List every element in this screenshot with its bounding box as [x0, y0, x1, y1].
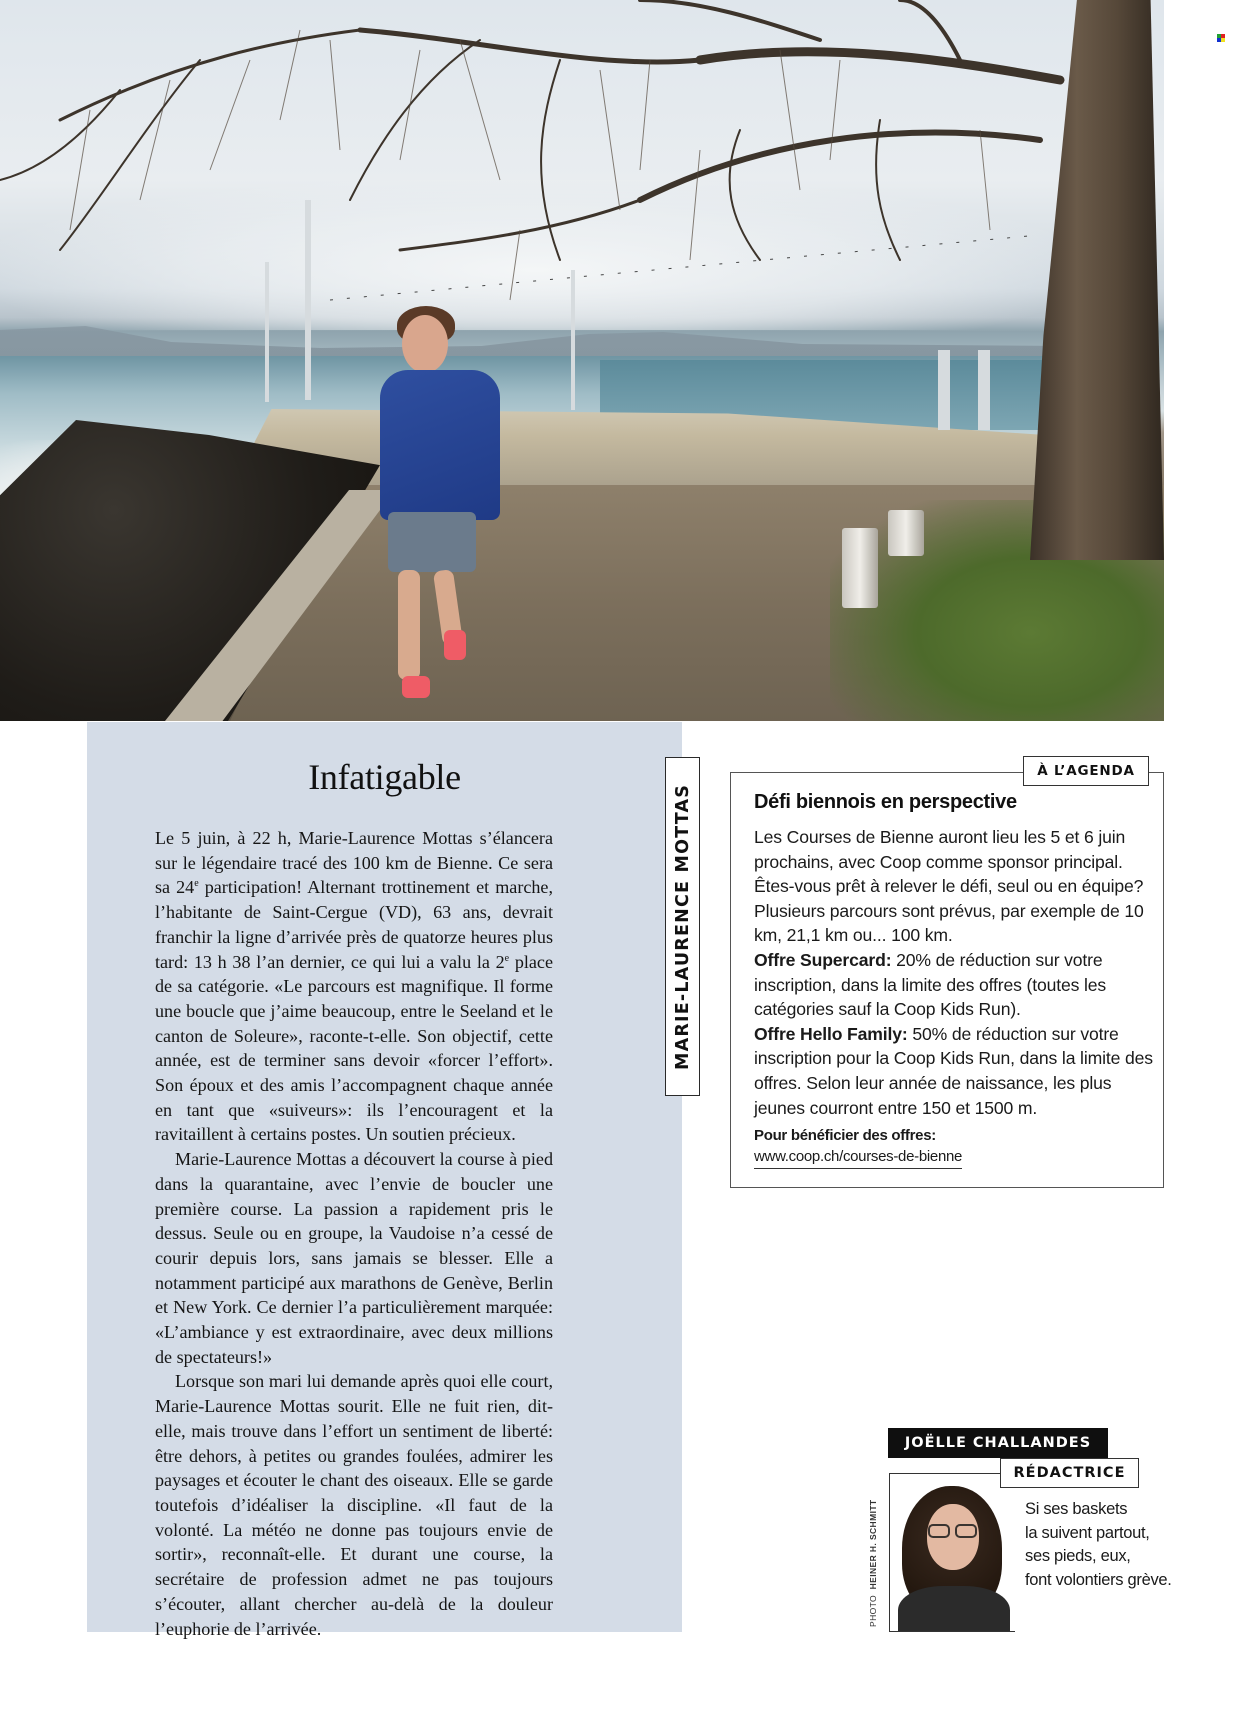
- runner-leg: [398, 570, 420, 680]
- article-panel: [87, 722, 682, 1639]
- agenda-text: [754, 825, 1154, 1120]
- runner-shoe: [402, 676, 430, 698]
- glasses-icon: [926, 1524, 980, 1540]
- agenda-title: Défi biennois en perspective: [754, 791, 1017, 813]
- article-paragraph: Marie-Laurence Mottas a découvert la course à pied dans la quarantaine, avec l’envie de boucler une première course. La passion a rapidement pris le dessus. Seule ou en groupe, la Vaudoise n’a cessé de courir depuis lors, sans jamais se blesser. Elle a notamment participé aux marathons de Genève, Berlin et New York. Ce dernier l’a particulièrement marquée: «L’ambiance y est extraordinaire, avec deux millions de spectateurs!»: [155, 1149, 553, 1367]
- runner-face: [402, 315, 448, 373]
- runner-jacket: [380, 370, 500, 520]
- agenda-tag: À L’AGENDA: [1023, 756, 1149, 786]
- author-shoulders: [898, 1586, 1010, 1632]
- subject-name-label: MARIE-LAURENCE MOTTAS: [665, 757, 700, 1096]
- article-title: Infatigable: [308, 757, 461, 797]
- author-role: RÉDACTRICE: [1000, 1458, 1139, 1488]
- photo-credit: PHOTO HEINER H. SCHMITT: [868, 1499, 878, 1627]
- offers-link[interactable]: www.coop.ch/courses-de-bienne: [754, 1146, 962, 1169]
- print-color-mark: [1217, 34, 1225, 42]
- agenda-footer: [754, 1125, 962, 1169]
- agenda-intro: Les Courses de Bienne auront lieu les 5 et 6 juin prochains, avec Coop comme sponsor principal. Êtes-vous prêt à relever le défi, seul ou en équipe? Plusieurs parcours sont prévus, par exemple de 10 km, 21,1 km ou... 100 km.: [754, 827, 1144, 946]
- offer-hello-family: Offre Hello Family: 50% de réduction sur votre inscription pour la Coop Kids Run, dans la limite des offres. Selon leur année de naissance, les plus jeunes courront entre 150 et 1500 m.: [754, 1023, 1153, 1118]
- hero-photo: [0, 0, 1164, 721]
- author-photo: [889, 1473, 1015, 1632]
- color-swatch: [1221, 38, 1225, 42]
- article-paragraph: Lorsque son mari lui demande après quoi elle court, Marie-Laurence Mottas sourit. Elle ne fuit rien, dit-elle, mais trouve dans l’effort un sentiment de liberté: être dehors, à petites ou grandes foulées, admirer les paysages et écouter le chant des oiseaux. Elle se garde toutefois d’idéaliser la discipline. «Il faut de la volonté. La météo ne donne pas toujours envie de sortir», reconnaît-elle. Et durant une course, la secrétaire de profession admet ne pas toujours s’écouter, allant chercher au-delà de la douleur l’euphorie de l’arrivée.: [155, 1371, 553, 1639]
- article-paragraph: Le 5 juin, à 22 h, Marie-Laurence Mottas s’élancera sur le légendaire tracé des 100 km de Bienne. Ce sera sa 24e participation! Alternant trottinement et marche, l’habitante de Saint-Cergue (VD), 63 ans, devrait franchir la ligne d’arrivée près de quatorze heures plus tard: 13 h 38 l’an dernier, ce qui lui a valu la 2e place de sa catégorie. «Le parcours est magnifique. Il forme une boucle que j’aime beaucoup, entre le Seeland et le canton de Soleure», raconte-t-elle. Son objectif, cette année, est de terminer sans devoir «forcer l’effort». Son époux et des amis l’accompagnent chaque année en tant que «suiveurs»: ils l’encouragent et la ravitaillent à certains postes. Un soutien précieux.: [155, 828, 553, 1145]
- runner-shorts: [388, 512, 476, 572]
- offers-label: Pour bénéficier des offres:: [754, 1127, 936, 1144]
- offer-supercard: Offre Supercard: 20% de réduction sur votre inscription, dans la limite des offres (toutes les catégories sauf la Coop Kids Run).: [754, 949, 1107, 1020]
- author-quote: Si ses baskets la suivent partout, ses pieds, eux, font volontiers grève.: [1025, 1500, 1172, 1589]
- tree-branches: [0, 0, 1164, 721]
- agenda-box: [730, 772, 1164, 1188]
- runner-shoe: [444, 630, 466, 660]
- article-body: [155, 826, 553, 1641]
- author-name: JOËLLE CHALLANDES: [888, 1428, 1108, 1458]
